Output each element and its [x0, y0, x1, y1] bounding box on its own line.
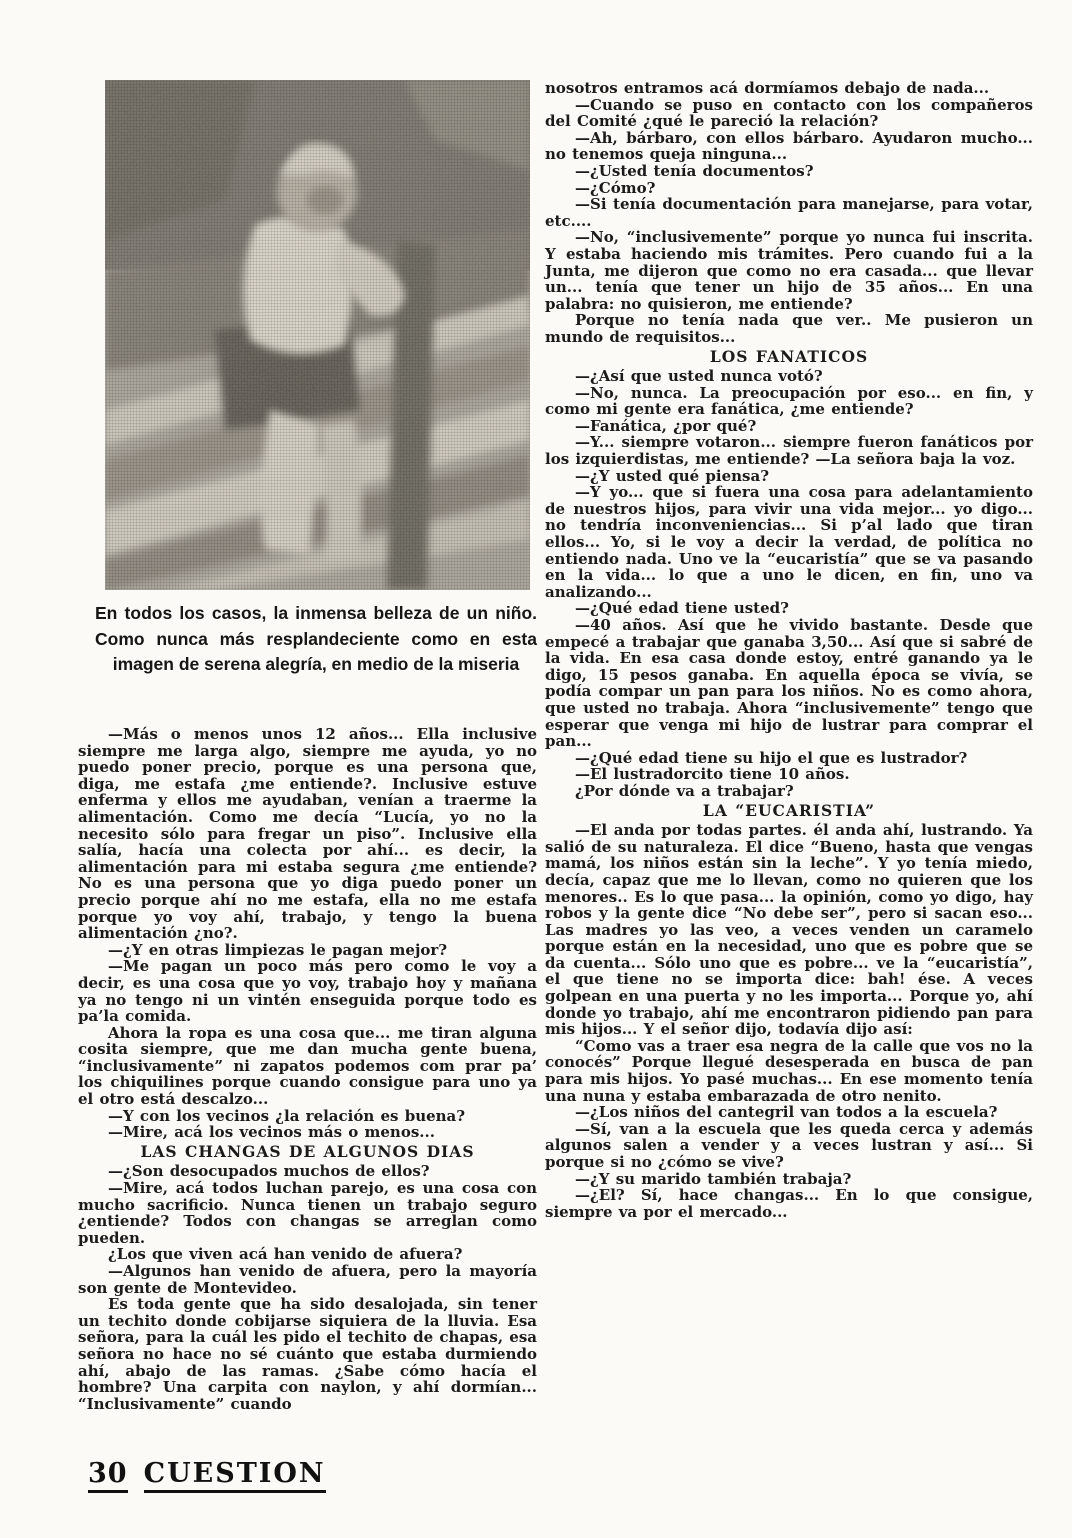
body-paragraph: —Y con los vecinos ¿la relación es buena?	[108, 1106, 466, 1125]
body-paragraph: ¿Por dónde va a trabajar?	[575, 781, 794, 800]
child-photo-art	[105, 80, 530, 590]
body-paragraph: —Me pagan un poco más pero como le voy a decir, es una cosa que yo voy, trabajo hoy y mañana ya no tengo ni un vintén enseguida porque todo es pa’la comida.	[78, 957, 537, 1026]
photo-caption: En todos los casos, la inmensa belleza de un niño. Como nunca más resplandeciente como en esta imagen de serena alegría, en medio de la miseria	[95, 603, 537, 674]
section-heading: LA “EUCARISTIA”	[702, 800, 876, 820]
body-paragraph: —Mire, acá los vecinos más o menos...	[108, 1123, 435, 1142]
body-paragraph: —Y yo... que si fuera una cosa para adelantamiento de nuestros hijos, para vivir una vida mejor... yo digo... no tendría inconveniencias... Si p’al lado que tiran ellos... Yo, si le voy a decir la verdad, de política no entiendo nada. Uno ve la “eucaristía” que se va pasando en la vida... lo que a uno le dicen, en fin, uno va analizando...	[545, 483, 1033, 601]
body-paragraph: Es toda gente que ha sido desalojada, sin tener un techito donde cobijarse siquiera de la lluvia. Esa señora, para la cuál les pido el techito de chapas, esa señora no hace no sé cuánto que estaba durmiendo ahí, abajo de las ramas. ¿Sabe cómo hacía el hombre? Una carpita con naylon, y ahí dormían... “Inclusivamente” cuando	[78, 1295, 537, 1413]
body-paragraph: —¿Los niños del cantegril van todos a la escuela?	[575, 1103, 998, 1122]
body-paragraph: —¿Así que usted nunca votó?	[575, 367, 823, 386]
body-paragraph: —El anda por todas partes. él anda ahí, lustrando. Ya salió de su naturaleza. El dice “Bueno, hasta que vengas mamá, los niños están sin la leche”. Y yo tenía miedo, decía, capaz que me lo llevan, como no quieren que los menores.. Es lo que pasa... la opinión, como yo digo, hay robos y la gente dice “No debe ser”, pero si sacan eso... Las madres yo las veo, a veces venden un caramelo porque están en la necesidad, uno que es pobre que se da cuenta... Sólo uno que es pobre... ve la “eucaristía”, el que tiene no se importa dice: bah! ése. A veces golpean en una puerta y no les importa... Porque yo, ahí donde yo trabajo, ahí me encontraron pidiendo pan para mis hijos... Y el señor dijo, todavía dijo así:	[545, 821, 1033, 1039]
body-paragraph: —¿Cómo?	[575, 178, 656, 197]
body-paragraph: —¿Y su marido también trabaja?	[575, 1169, 852, 1188]
body-paragraph: —Fanática, ¿por qué?	[575, 416, 757, 435]
body-paragraph: ¿Los que viven acá han venido de afuera?	[108, 1245, 463, 1264]
magazine-title: CUESTION	[144, 1458, 326, 1493]
body-paragraph: —¿Qué edad tiene su hijo el que es lustrador?	[575, 748, 968, 767]
body-paragraph: —Más o menos unos 12 años... Ella inclusive siempre me larga algo, siempre me ayuda, yo no puedo poner precio, porque es una persona que, diga, me estafa ¿me entiende?. Inclusive estuve enferma y ellos me ayudaban, venían a traerme la alimentación. Como me decía “Lucía, yo no la necesito sólo para fregar un piso”. Inclusive ella salía, hacía una colecta por ahí... es decir, la alimentación para mi estaba segura ¿me entiende? No es una persona que yo diga puedo poner un precio porque ahí no me estafa, ella no me estafa porque yo voy ahí, trabajo, y tengo la buena alimentación ¿no?.	[78, 725, 537, 943]
body-paragraph: —Si tenía documentación para manejarse, para votar, etc....	[545, 195, 1033, 230]
body-paragraph: —¿Y usted qué piensa?	[575, 466, 770, 485]
left-column	[78, 726, 537, 1412]
body-paragraph: —¿Son desocupados muchos de ellos?	[108, 1162, 430, 1181]
body-paragraph: —40 años. Así que he vivido bastante. Desde que empecé a trabajar que ganaba 3,50... Así que si sabré de la vida. En esa casa donde estoy, entré ganando ya le digo, 15 pesos ganaba. En aquella época se vivía, se podía compar un pan para los niños. No es como ahora, que usted no trabaja. Ahora “inclusivemente” tengo que esperar que venga mi hijo de lustrar para comprar el pan...	[545, 616, 1033, 751]
body-paragraph: —¿Qué edad tiene usted?	[575, 599, 789, 618]
body-paragraph: —¿Usted tenía documentos?	[575, 161, 814, 180]
body-paragraph: —Y... siempre votaron... siempre fueron fanáticos por los izquierdistas, me entiende? —La señora baja la voz.	[545, 433, 1033, 469]
page-footer	[88, 1458, 326, 1489]
body-paragraph: Ahora la ropa es una cosa que... me tiran alguna cosita siempre, que me dan mucha gente buena, “inclusivamente” ni zapatos podemos com prar pa’ los chiquilines porque cuando consigue para uno ya el otro está descalzo...	[78, 1023, 537, 1109]
section-heading: LOS FANATICOS	[709, 346, 869, 366]
section-heading: LAS CHANGAS DE ALGUNOS DIAS	[140, 1141, 475, 1161]
body-paragraph: “Como vas a traer esa negra de la calle que vos no la conocés” Porque llegué desesperada en busca de pan para mis hijos. Yo pasé muchas... En ese momento tenía una nuna y estaba embarazada de otro nenito.	[545, 1036, 1033, 1105]
body-paragraph: —No, nunca. La preocupación por eso... en fin, y como mi gente era fanática, ¿me entiende?	[545, 383, 1033, 419]
body-paragraph: —¿Y en otras limpiezas le pagan mejor?	[108, 940, 448, 959]
body-paragraph: —Ah, bárbaro, con ellos bárbaro. Ayudaron mucho... no tenemos queja ninguna...	[545, 128, 1033, 164]
body-paragraph: nosotros entramos acá dormíamos debajo de nada...	[545, 79, 990, 97]
body-paragraph: —¿El? Sí, hace changas... En lo que consigue, siempre va por el mercado...	[545, 1186, 1033, 1221]
body-paragraph: —Algunos han venido de afuera, pero la mayoría son gente de Montevideo.	[78, 1262, 537, 1297]
body-paragraph: —El lustradorcito tiene 10 años.	[575, 765, 850, 784]
child-photo	[105, 80, 530, 590]
body-paragraph: —Mire, acá todos luchan parejo, es una cosa con mucho sacrificio. Nunca tienen un trabajo seguro ¿entiende? Todos con changas se arreglan como pueden.	[78, 1179, 537, 1247]
body-paragraph: —Cuando se puso en contacto con los compañeros del Comité ¿qué le pareció la relación?	[545, 95, 1033, 131]
right-column	[545, 80, 1033, 1220]
body-paragraph: Porque no tenía nada que ver.. Me pusieron un mundo de requisitos...	[545, 311, 1033, 346]
body-paragraph: —Sí, van a la escuela que les queda cerca y además algunos salen a vender y a veces lustran y así... Si porque si no ¿cómo se vive?	[545, 1119, 1033, 1171]
page-number: 30	[88, 1458, 128, 1493]
body-paragraph: —No, “inclusivemente” porque yo nunca fui inscrita. Y estaba haciendo mis trámites. Pero cuando fui a la Junta, me dijeron que como no era casada... que llevar un... tenía que tener un hijo de 35 años... En una palabra: no quisieron, me entiende?	[545, 228, 1033, 313]
